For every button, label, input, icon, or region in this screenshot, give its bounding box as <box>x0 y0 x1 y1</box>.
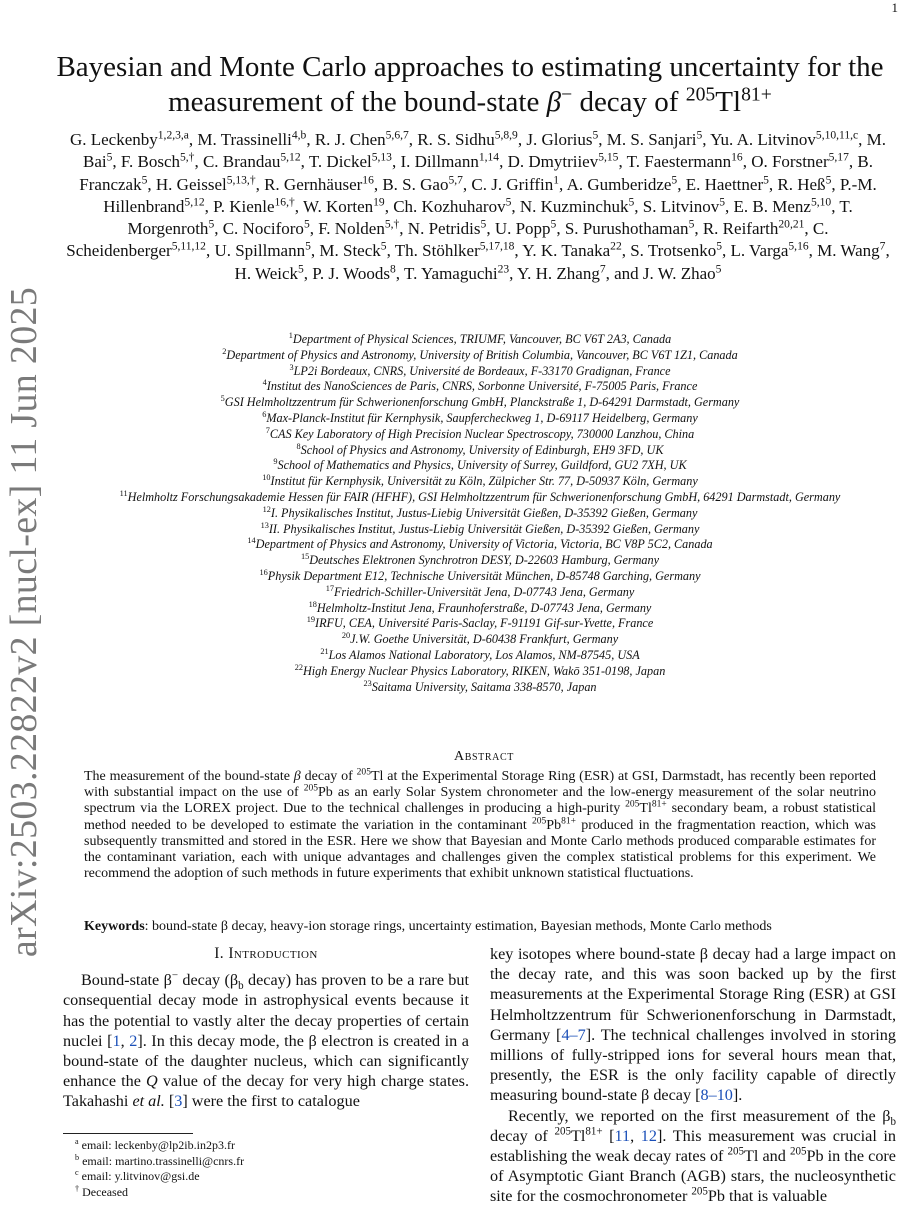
author: W. Korten$^{19}$ <box>302 195 385 216</box>
section-heading-introduction: I. Introduction <box>214 945 318 962</box>
affiliation: $^{22}$High Energy Nuclear Physics Laboratory, RIKEN, Wakō 351-0198, Japan <box>294 662 666 678</box>
author: S. Trotsenko$^5$ <box>630 239 722 261</box>
citation-link[interactable]: 2 <box>129 1031 138 1050</box>
affiliation: $^2$Department of Physics and Astronomy, University of British Columbia, Vancouver, BC V6T 1Z1, Canada <box>222 346 738 362</box>
author: I. Dillmann$^{1,14}$ <box>400 150 500 172</box>
intro-paragraph-2: Recently, we reported on the first measurement of the $\beta_b$ decay of $^{205}Tl^{81+}$ [11, 12]. This measurement was crucial in establishing the weak decay rates of $^{205}$Tl and $^{205}$Pb in the core of Asymptotic Giant Branch (AGB) stars, the nucleosynthetic site for the cosmochronometer $^{205}$Pb that is valuable <box>490 1106 897 1206</box>
author: E. B. Menz$^{5,10}$ <box>733 195 832 216</box>
author: C. Nociforo$^5$ <box>222 217 310 239</box>
author: R. Heß$^5$ <box>777 172 832 194</box>
author: C. J. Griffin$^1$ <box>471 172 560 194</box>
affiliation: $^6$Max-Planck-Institut für Kernphysik, Saupfercheckweg 1, D-69117 Heidelberg, Germany <box>262 409 698 425</box>
affiliation: $^4$Institut des NanoSciences de Paris, CNRS, Sorbonne Université, F-75005 Paris, France <box>262 378 698 394</box>
author: Yu. A. Litvinov$^{5,10,11,c}$ <box>710 128 859 149</box>
affiliation: $^{12}$I. Physikalisches Institut, Justus-Liebig Universität Gießen, D-35392 Gießen, Germany <box>262 504 698 520</box>
affiliation: $^{20}$J.W. Goethe Universität, D-60438 Frankfurt, Germany <box>341 631 619 647</box>
title-text: decay of <box>572 86 686 118</box>
author: Ch. Kozhuharov$^5$ <box>393 195 512 216</box>
author: F. Bosch$^{5,\dagger}$ <box>120 150 195 172</box>
abstract-heading: Abstract <box>454 749 514 764</box>
author-list: G. Leckenby$^{1,2,3,a}$, M. Trassinelli$^{4,b}$, R. J. Chen$^{5,6,7}$, R. S. Sidhu$^{5,8,9}$, J. Glorius$^5$, M. S. Sanjari$^5$, Yu. A. Litvinov$^{5,10,11,c}$, M. Bai$^5$, F. Bosch$^{5,\dagger}$, C. Brandau$^{5,12}$, T. Dickel$^{5,13}$, I. Dillmann$^{1,14}$, D. Dmytriiev$^{5,15}$, T. Faestermann$^{16}$, O. Forstner$^{5,17}$, B. Franczak$^5$, H. Geissel$^{5,13,\dagger}$, R. Gernhäuser$^{16}$, B. S. Gao$^{5,7}$, C. J. Griffin$^1$, A. Gumberidze$^5$, E. Haettner$^5$, R. Heß$^5$, P.-M. Hillenbrand$^{5,12}$, P. Kienle$^{16,\dagger}$, W. Korten$^{19}$, Ch. Kozhuharov$^5$, N. Kuzminchuk$^5$, S. Litvinov$^5$, E. B. Menz$^{5,10}$, T. Morgenroth$^5$, C. Nociforo$^5$, F. Nolden$^{5,\dagger}$, N. Petridis$^5$, U. Popp$^5$, S. Purushothaman$^5$, R. Reifarth$^{20,21}$, C. Scheidenberger$^{5,11,12}$, U. Spillmann$^5$, M. Steck$^5$, Th. Stöhlker$^{5,17,18}$, Y. K. Tanaka$^{22}$, S. Trotsenko$^5$, L. Varga$^{5,16}$, M. Wang$^7$, H. Weick$^5$, P. J. Woods$^8$, T. Yamaguchi$^{23}$, Y. H. Zhang$^7$, and J. W. Zhao$^5$ <box>66 128 890 283</box>
author: U. Popp$^5$ <box>494 217 557 239</box>
author: C. Scheidenberger$^{5,11,12}$ <box>66 219 829 261</box>
footnote: † Deceased <box>75 1183 129 1199</box>
author: M. S. Sanjari$^5$ <box>606 128 703 149</box>
author: Y. H. Zhang$^7$ <box>517 262 606 283</box>
author: T. Faestermann$^{16}$ <box>626 150 743 172</box>
author: Y. K. Tanaka$^{22}$ <box>522 239 622 261</box>
author: T. Dickel$^{5,13}$ <box>308 150 392 172</box>
affiliation: $^{23}$Saitama University, Saitama 338-8570, Japan <box>363 678 597 694</box>
author: S. Litvinov$^5$ <box>642 195 726 216</box>
title-line-2 <box>50 85 890 120</box>
title-charge: 81+ <box>741 83 772 106</box>
author: M. Steck$^5$ <box>319 239 387 261</box>
affiliation-list <box>40 332 908 695</box>
title-line-1: Bayesian and Monte Carlo approaches to estimating uncertainty for the <box>56 51 884 83</box>
author: U. Spillmann$^5$ <box>214 239 311 261</box>
affiliation: $^3$LP2i Bordeaux, CNRS, Université de Bordeaux, F-33170 Gradignan, France <box>289 362 671 378</box>
footnotes <box>63 1133 469 1200</box>
author: H. Weick$^5$ <box>234 262 304 283</box>
affiliation: $^{18}$Helmholtz-Institut Jena, Fraunhoferstraße, D-07743 Jena, Germany <box>308 599 652 615</box>
author: L. Varga$^{5,16}$ <box>730 239 809 261</box>
keywords-label: Keywords <box>84 919 145 934</box>
affiliation: $^{11}$Helmholtz Forschungsakademie Hessen für FAIR (HFHF), GSI Helmholtzzentrum für Schwerionenforschung GmbH, 64291 Darmstadt, Germany <box>119 488 841 504</box>
citation-link[interactable]: 1 <box>112 1031 121 1050</box>
footnote-rule <box>63 1133 193 1134</box>
affiliation: $^{17}$Friedrich-Schiller-Universität Jena, D-07743 Jena, Germany <box>325 583 635 599</box>
affiliation: $^{13}$II. Physikalisches Institut, Justus-Liebig Universität Gießen, D-35392 Gießen, Germany <box>260 520 700 536</box>
author: P. Kienle$^{16,\dagger}$ <box>213 195 295 216</box>
author: F. Nolden$^{5,\dagger}$ <box>318 217 400 239</box>
intro-paragraph-1: Bound-state β− decay ($\beta_b$ decay) has proven to be a rare but consequential decay mode in astrophysical events because it has the potential to vastly alter the decay properties of certain nuclei [1, 2]. In this decay mode, the β electron is created in a bound-state of the daughter nucleus, which can significantly enhance the Q value of the decay for very high charge states. Takahashi et al. [3] were the first to catalogue <box>63 969 470 1111</box>
title-mass: 205 <box>685 83 716 106</box>
affiliation: $^{15}$Deutsches Elektronen Synchrotron DESY, D-22603 Hamburg, Germany <box>300 552 660 568</box>
author: E. Haettner$^5$ <box>685 172 769 194</box>
citation-link[interactable]: 3 <box>174 1092 183 1111</box>
citation-link[interactable]: 11 <box>614 1126 631 1145</box>
arxiv-stamp: arXiv:2503.22822v2 [nucl-ex] 11 Jun 2025 <box>3 286 45 958</box>
keywords-text: : bound-state β decay, heavy-ion storage rings, uncertainty estimation, Bayesian methods, Monte Carlo methods <box>144 919 772 934</box>
author: T. Morgenroth$^5$ <box>127 196 853 239</box>
affiliation: $^{21}$Los Alamos National Laboratory, Los Alamos, NM-87545, USA <box>320 646 640 662</box>
author: Th. Stöhlker$^{5,17,18}$ <box>394 239 515 261</box>
citation-link[interactable]: 12 <box>640 1126 657 1145</box>
author: C. Brandau$^{5,12}$ <box>202 150 301 172</box>
right-column <box>490 944 896 1207</box>
author: A. Gumberidze$^5$ <box>566 172 678 194</box>
footnote: $^a$ email: leckenby@lp2ib.in2p3.fr <box>75 1137 235 1152</box>
title-beta: β <box>546 86 562 118</box>
title-element: Tl <box>715 86 742 118</box>
citation-link[interactable]: 8–10 <box>700 1086 733 1105</box>
author: M. Wang$^7$ <box>817 239 886 261</box>
title-minus: − <box>561 83 573 106</box>
intro-paragraph-1-cont: key isotopes where bound-state β decay had a large impact on the decay rate, and this was soon backed up by the first measurements at the Experimental Storage Ring (ESR) at GSI Helmholtzzentrum für Schwerionenforschung in Darmstadt, Germany [4–7]. The technical challenges involved in storing millions of fully-stripped ions for several hours mean that, presently, the ESR is the only facility capable of directly measuring bound-state β decay [8–10]. <box>490 945 896 1105</box>
author: R. J. Chen$^{5,6,7}$ <box>314 128 409 149</box>
affiliation: $^{10}$Institut für Kernphysik, Universität zu Köln, Zülpicher Str. 77, D-50937 Köln, Germany <box>262 473 698 489</box>
author: M. Trassinelli$^{4,b}$ <box>197 128 307 149</box>
affiliation: $^9$School of Mathematics and Physics, University of Surrey, Guildford, GU2 7XH, UK <box>273 457 687 473</box>
footnote: $^c$ email: y.litvinov@gsi.de <box>75 1168 200 1184</box>
author: J. W. Zhao$^5$ <box>642 262 722 283</box>
author: R. Gernhäuser$^{16}$ <box>264 172 374 194</box>
author: R. Reifarth$^{20,21}$ <box>702 217 805 239</box>
author: S. Purushothaman$^5$ <box>564 217 695 239</box>
left-column <box>63 944 469 1112</box>
title-text: measurement of the bound-state <box>168 86 547 118</box>
author: J. Glorius$^5$ <box>526 128 599 149</box>
author: R. S. Sidhu$^{5,8,9}$ <box>417 128 518 149</box>
paper-title <box>50 50 890 120</box>
affiliation: $^{14}$Department of Physics and Astronomy, University of Victoria, Victoria, BC V8P 5C2, Canada <box>247 536 713 552</box>
author: G. Leckenby$^{1,2,3,a}$ <box>69 128 189 149</box>
page-number: 1 <box>891 0 898 15</box>
abstract-body: The measurement of the bound-state β decay of $^{205}$Tl at the Experimental Storage Ring (ESR) at GSI, Darmstadt, has recently been reported with substantial impact on the use of $^{205}$Pb as an early Solar System chronometer and the low-energy measurement of the solar neutrino spectrum via the LOREX project. Due to the technical challenges in producing a high-purity $^{205}Tl^{81+}$ secondary beam, a robust statistical method needed to be developed to estimate the variation in the contaminant $^{205}Pb^{81+}$ produced in the fragmentation reaction, which was subsequently transmitted and stored in the ESR. Here we show that Bayesian and Monte Carlo methods produced comparable estimates for the contaminant variation, each with unique advantages and challenges given the complex statistical problems for this experiment. We recommend the adoption of such methods in future experiments that exhibit unknown statistical fluctuations. <box>84 767 877 882</box>
affiliation: $^1$Department of Physical Sciences, TRIUMF, Vancouver, BC V6T 2A3, Canada <box>288 330 672 346</box>
author: B. S. Gao$^{5,7}$ <box>382 172 463 194</box>
keywords <box>84 919 876 935</box>
affiliation: $^7$CAS Key Laboratory of High Precision Nuclear Spectroscopy, 730000 Lanzhou, China <box>265 425 695 441</box>
author: T. Yamaguchi$^{23}$ <box>403 262 510 283</box>
author: N. Petridis$^5$ <box>407 217 487 239</box>
affiliation: $^{19}$IRFU, CEA, Université Paris-Saclay, F-91191 Gif-sur-Yvette, France <box>306 615 654 631</box>
affiliation: $^5$GSI Helmholtzzentrum für Schwerionenforschung GmbH, Planckstraße 1, D-64291 Darmstadt, Germany <box>220 394 740 410</box>
author: D. Dmytriiev$^{5,15}$ <box>507 150 619 172</box>
author: P.-M. Hillenbrand$^{5,12}$ <box>103 174 877 216</box>
author: P. J. Woods$^8$ <box>312 262 396 283</box>
author: O. Forstner$^{5,17}$ <box>751 150 849 172</box>
affiliation: $^{16}$Physik Department E12, Technische Universität München, D-85748 Garching, Germany <box>259 567 701 583</box>
author: H. Geissel$^{5,13,\dagger}$ <box>155 172 256 194</box>
author: M. Bai$^5$ <box>83 130 887 172</box>
citation-link[interactable]: 4–7 <box>561 1025 586 1044</box>
footnote: $^b$ email: martino.trassinelli@cnrs.fr <box>75 1152 245 1168</box>
author: B. Franczak$^5$ <box>79 152 873 194</box>
affiliation: $^8$School of Physics and Astronomy, University of Edinburgh, EH9 3FD, UK <box>296 441 664 457</box>
author: N. Kuzminchuk$^5$ <box>519 195 635 216</box>
